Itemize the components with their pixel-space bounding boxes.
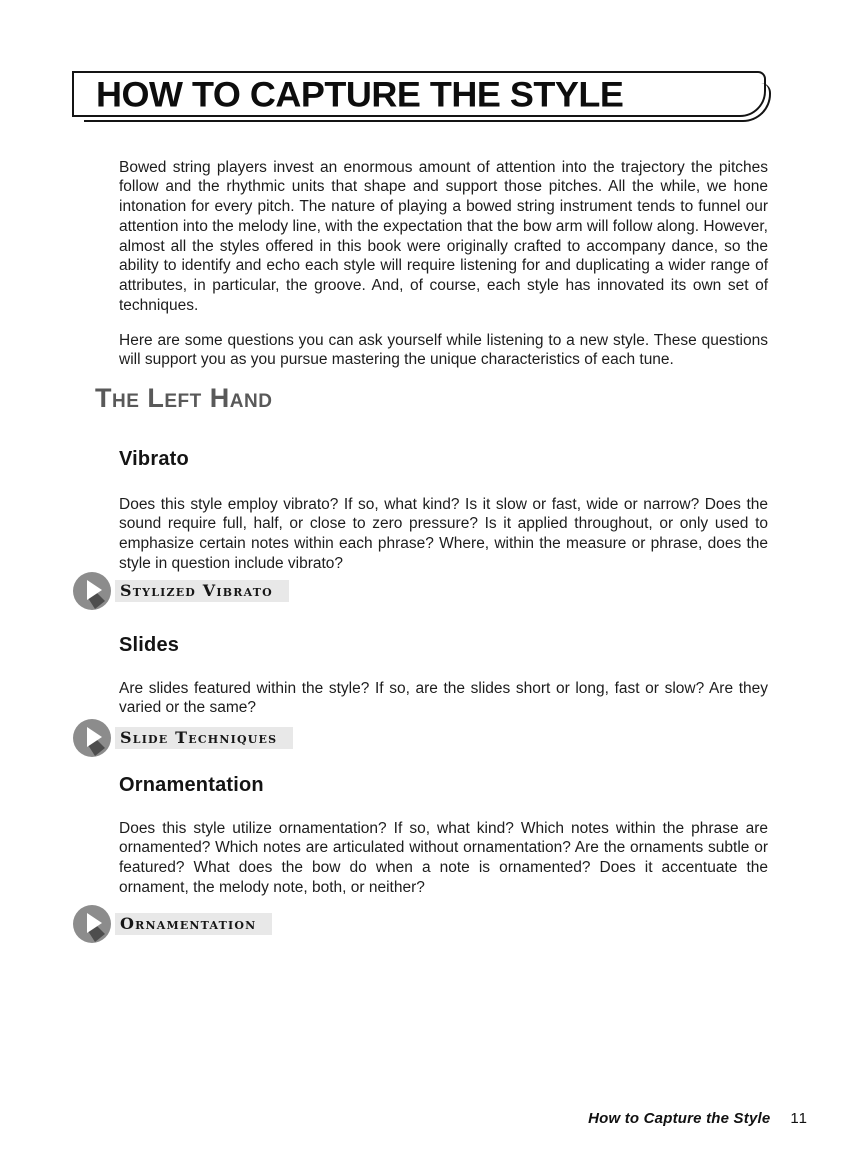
play-icon[interactable] (72, 571, 112, 611)
chapter-title-banner (72, 71, 766, 117)
footer-page-number: 11 (790, 1110, 808, 1127)
section-heading-left-hand: The Left Hand (95, 383, 273, 413)
track-label: Stylized Vibrato (115, 580, 289, 602)
footer-chapter-title: How to Capture the Style (588, 1110, 771, 1127)
intro-paragraph-1: Bowed string players invest an enormous amount of attention into the trajectory the pitches follow and the rhythmic units that shape and support those pitches. All the while, we hone intonation for every pitch. The nature of playing a bowed string instrument tends to funnel our attention into the melody line, with the expectation that the bow arm will follow along. However, almost all the styles offered in this book were originally crafted to accompany dance, so the ability to identify and echo each style will require listening for and duplicating a wider range of attributes, in particular, the groove. And, of course, each style has innovated its own set of techniques. (119, 158, 768, 315)
vibrato-paragraph: Does this style employ vibrato? If so, what kind? Is it slow or fast, wide or narrow? Does the sound require full, half, or close to zero pressure? Is it applied throughout, or only used to emphasize certain notes within each phrase? Where, within the measure or phrase, does the style in question include vibrato? (119, 495, 768, 572)
track-label: Ornamentation (115, 913, 272, 935)
sub-heading-ornamentation: Ornamentation (119, 774, 264, 796)
audio-track-ornamentation (72, 904, 272, 944)
chapter-title: HOW TO CAPTURE THE STYLE (96, 73, 624, 115)
page-footer (588, 1110, 808, 1127)
sub-heading-vibrato: Vibrato (119, 448, 189, 470)
audio-track-slide-techniques (72, 718, 293, 758)
track-label: Slide Techniques (115, 727, 293, 749)
audio-track-stylized-vibrato (72, 571, 289, 611)
slides-paragraph: Are slides featured within the style? If so, are the slides short or long, fast or slow? Are they varied or the same? (119, 679, 768, 717)
ornamentation-paragraph: Does this style utilize ornamentation? If so, what kind? Which notes within the phrase are ornamented? Which notes are articulated without ornamentation? Are the ornaments subtle or featured? What does the bow do when a note is ornamented? Does it accentuate the ornament, the melody note, both, or neither? (119, 819, 768, 896)
play-icon[interactable] (72, 904, 112, 944)
sub-heading-slides: Slides (119, 634, 180, 656)
intro-paragraph-2: Here are some questions you can ask yourself while listening to a new style. These questions will support you as you pursue mastering the unique characteristics of each tune. (119, 331, 768, 369)
play-icon[interactable] (72, 718, 112, 758)
